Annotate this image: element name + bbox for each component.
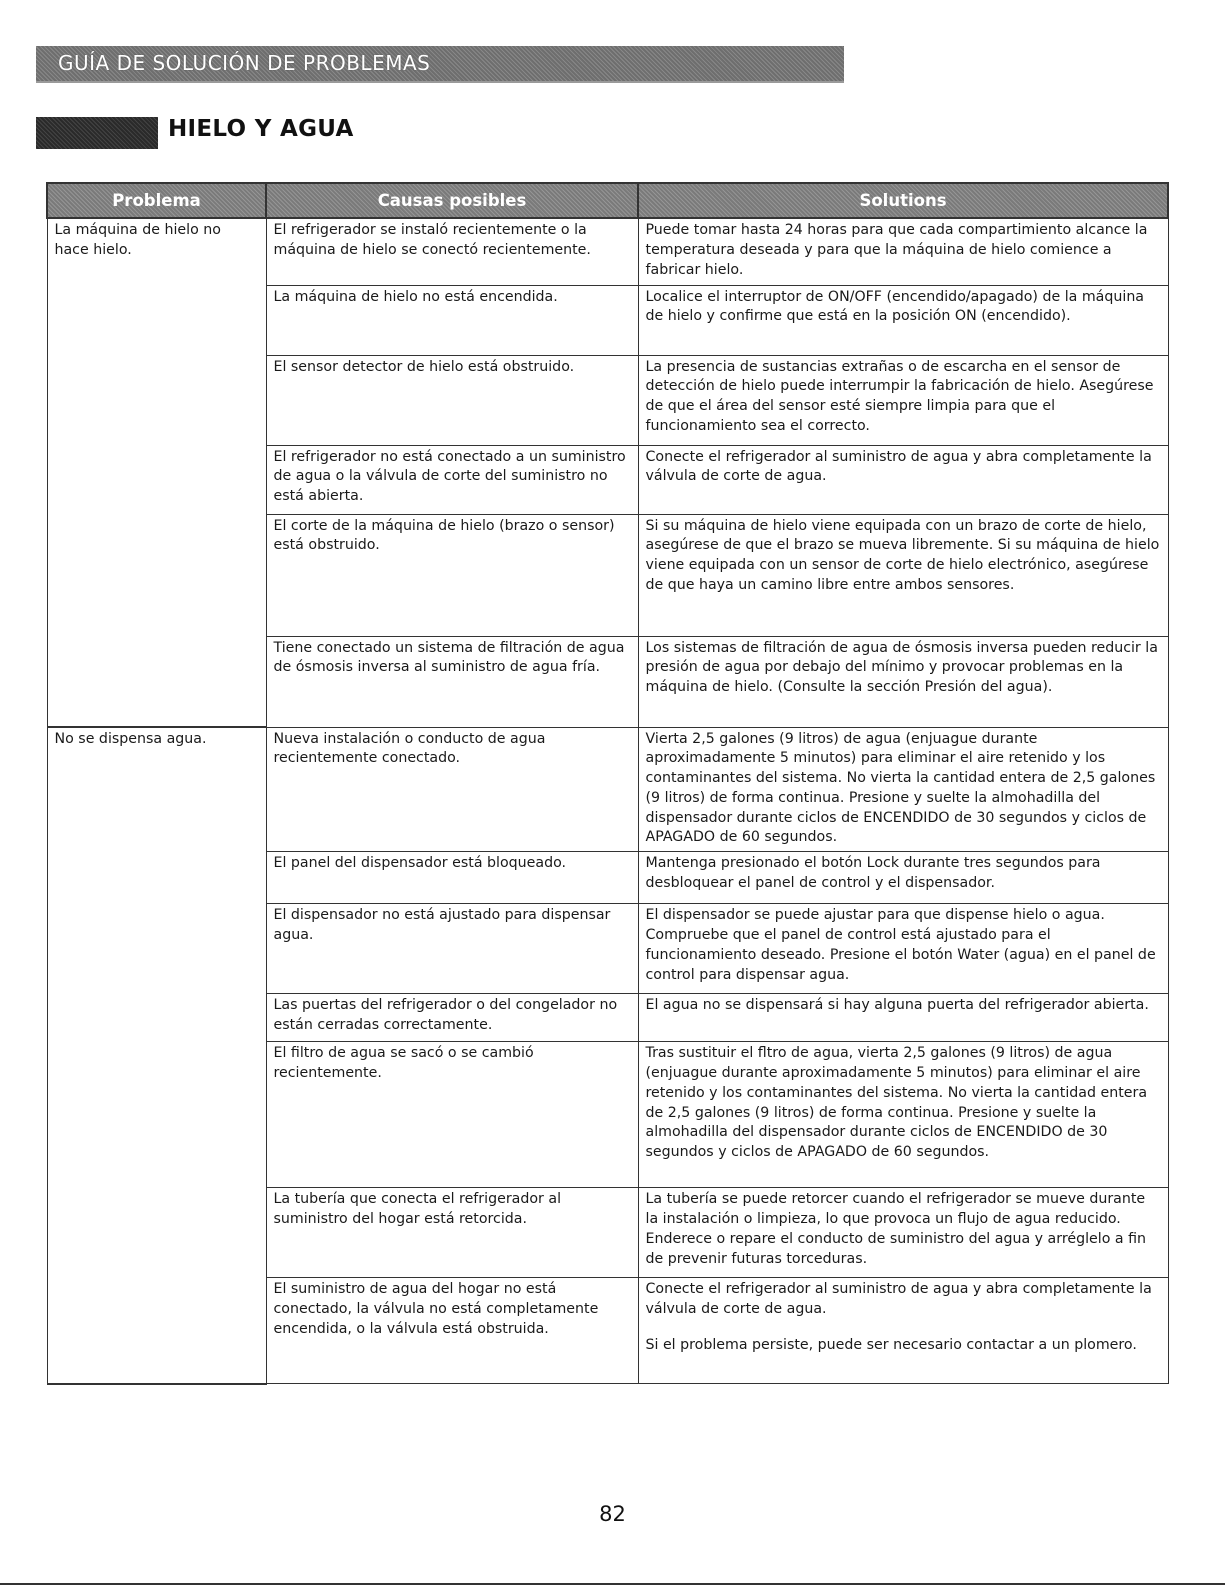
cause-cell: El dispensador no está ajustado para dispensar agua. <box>266 904 638 994</box>
header-causes: Causas posibles <box>266 183 638 218</box>
problem-cell: No se dispensa agua. <box>47 727 266 1384</box>
table-row <box>47 727 1168 852</box>
cause-cell: El suministro de agua del hogar no está conectado, la válvula no está completamente encendida, o la válvula está obstruida. <box>266 1278 638 1384</box>
table-row <box>47 218 1168 285</box>
cause-cell: Tiene conectado un sistema de filtración de agua de ósmosis inversa al suministro de agua fría. <box>266 636 638 727</box>
solution-cell: Localice el interruptor de ON/OFF (encendido/apagado) de la máquina de hielo y confirme que está en la posición ON (encendido). <box>638 285 1168 355</box>
cause-cell: El corte de la máquina de hielo (brazo o sensor) está obstruido. <box>266 514 638 636</box>
solution-cell: La presencia de sustancias extrañas o de escarcha en el sensor de detección de hielo puede interrumpir la fabricación de hielo. Asegúrese de que el área del sensor esté siempre limpia para que el funcionamiento sea el correcto. <box>638 355 1168 445</box>
solution-cell: Si su máquina de hielo viene equipada con un brazo de corte de hielo, asegúrese de que el brazo se mueva libremente. Si su máquina de hielo viene equipada con un sensor de corte de hielo electrónico, asegúrese de que haya un camino libre entre ambos sensores. <box>638 514 1168 636</box>
cause-cell: La tubería que conecta el refrigerador al suministro del hogar está retorcida. <box>266 1188 638 1278</box>
solution-cell: Conecte el refrigerador al suministro de agua y abra completamente la válvula de corte de agua. <box>638 445 1168 514</box>
solution-cell: Tras sustituir el fltro de agua, vierta 2,5 galones (9 litros) de agua (enjuague durante aproximadamente 5 minutos) para eliminar el aire retenido y los contaminantes del sistema. No vierta la cantidad entera de 2,5 galones (9 litros) de forma continua. Presione y suelte la almohadilla del dispensador durante ciclos de ENCENDIDO de 30 segundos y ciclos de APAGADO de 60 segundos. <box>638 1042 1168 1188</box>
solution-cell: La tubería se puede retorcer cuando el refrigerador se mueve durante la instalación o limpieza, lo que provoca un flujo de agua reducido. Enderece o repare el conducto de suministro del agua y arréglelo a fin de prevenir futuras torceduras. <box>638 1188 1168 1278</box>
troubleshooting-table <box>46 182 1169 1385</box>
solution-cell: Los sistemas de filtración de agua de ósmosis inversa pueden reducir la presión de agua por debajo del mínimo y provocar problemas en la máquina de hielo. (Consulte la sección Presión del agua). <box>638 636 1168 727</box>
solution-cell: Mantenga presionado el botón Lock durante tres segundos para desbloquear el panel de control y el dispensador. <box>638 852 1168 904</box>
solution-cell: El agua no se dispensará si hay alguna puerta del refrigerador abierta. <box>638 994 1168 1042</box>
solution-cell: Vierta 2,5 galones (9 litros) de agua (enjuague durante aproximadamente 5 minutos) para eliminar el aire retenido y los contaminantes del sistema. No vierta la cantidad entera de 2,5 galones (9 litros) de forma continua. Presione y suelte la almohadilla del dispensador durante ciclos de ENCENDIDO de 30 segundos y ciclos de APAGADO de 60 segundos. <box>638 727 1168 852</box>
problem-cell: La máquina de hielo no hace hielo. <box>47 218 266 727</box>
cause-cell: El refrigerador se instaló recientemente o la máquina de hielo se conectó recientemente. <box>266 218 638 285</box>
cause-cell: El filtro de agua se sacó o se cambió recientemente. <box>266 1042 638 1188</box>
cause-cell: El sensor detector de hielo está obstruido. <box>266 355 638 445</box>
cause-cell: Las puertas del refrigerador o del congelador no están cerradas correctamente. <box>266 994 638 1042</box>
cause-cell: Nueva instalación o conducto de agua recientemente conectado. <box>266 727 638 852</box>
header-problem: Problema <box>47 183 266 218</box>
section-banner <box>36 46 844 83</box>
solution-extra-text: Si el problema persiste, puede ser necesario contactar a un plomero. <box>645 1336 1137 1353</box>
cause-cell: El refrigerador no está conectado a un suministro de agua o la válvula de corte del suministro no está abierta. <box>266 445 638 514</box>
solution-cell: El dispensador se puede ajustar para que dispense hielo o agua. Compruebe que el panel de control está ajustado para el funcionamiento deseado. Presione el botón Water (agua) en el panel de control para dispensar agua. <box>638 904 1168 994</box>
solution-cell <box>638 1278 1168 1384</box>
solution-cell: Puede tomar hasta 24 horas para que cada compartimiento alcance la temperatura deseada y para que la máquina de hielo comience a fabricar hielo. <box>638 218 1168 285</box>
section-title: HIELO Y AGUA <box>168 116 354 142</box>
cause-cell: El panel del dispensador está bloqueado. <box>266 852 638 904</box>
page-number: 82 <box>599 1502 626 1526</box>
table-header-row <box>47 183 1168 218</box>
cause-cell: La máquina de hielo no está encendida. <box>266 285 638 355</box>
solution-text: Conecte el refrigerador al suministro de agua y abra completamente la válvula de corte de agua. <box>645 1281 1152 1318</box>
header-solutions: Solutions <box>638 183 1168 218</box>
banner-title: GUÍA DE SOLUCIÓN DE PROBLEMAS <box>58 51 431 75</box>
section-marker <box>36 117 158 149</box>
